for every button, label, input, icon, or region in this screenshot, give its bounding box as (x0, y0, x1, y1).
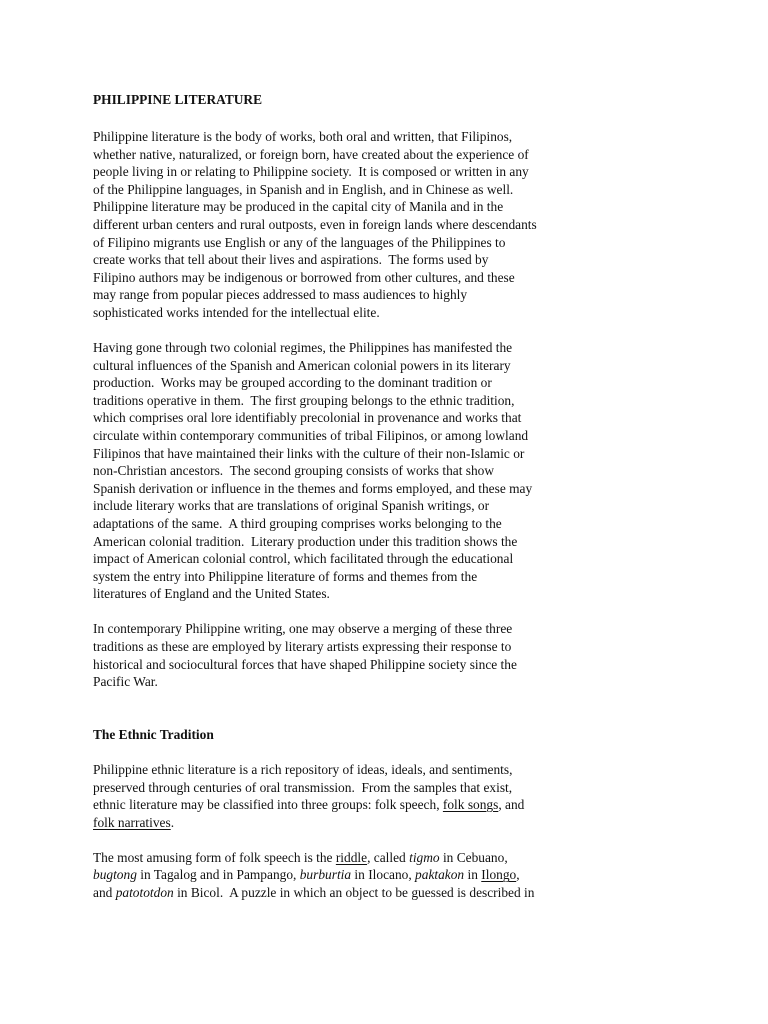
text-run: The most amusing form of folk speech is the (93, 849, 336, 865)
text-line: Philippine literature may be produced in the capital city of Manila and in the (93, 199, 504, 215)
text-line: Filipino authors may be indigenous or borrowed from other cultures, and these (93, 269, 515, 285)
text-line: may range from popular pieces addressed to mass audiences to highly (93, 287, 468, 303)
paragraph-riddle (93, 849, 603, 902)
text-line: traditions as these are employed by literary artists expressing their response to (93, 639, 512, 655)
text-line (93, 796, 603, 814)
text-line: create works that tell about their lives and aspirations. The forms used by (93, 252, 489, 268)
text-run: ethnic literature may be classified into three groups: folk speech, (93, 797, 443, 813)
text-run: , and (498, 797, 525, 813)
text-run: in (464, 867, 482, 883)
text-line: In contemporary Philippine writing, one may observe a merging of these three (93, 621, 513, 637)
text-line: historical and sociocultural forces that have shaped Philippine society since the (93, 656, 517, 672)
text-line: sophisticated works intended for the intellectual elite. (93, 304, 380, 320)
text-line: production. Works may be grouped according to the dominant tradition or (93, 375, 492, 391)
text-line: Pacific War. (93, 674, 158, 690)
term-tigmo: tigmo (409, 849, 440, 865)
text-line: people living in or relating to Philippine society. It is composed or written in any (93, 164, 529, 180)
text-run: in Tagalog and in Pampango, (136, 867, 300, 883)
text-line: literatures of England and the United States. (93, 586, 330, 602)
text-run: and (93, 884, 116, 900)
term-bugtong: bugtong (93, 867, 137, 883)
link-folk-narratives[interactable]: folk narratives (93, 814, 171, 830)
text-run: in Cebuano, (439, 849, 508, 865)
link-ilongo[interactable]: Ilongo (481, 867, 517, 883)
text-line: of Filipino migrants use English or any of the languages of the Philippines to (93, 234, 506, 250)
text-line: whether native, naturalized, or foreign born, have created about the experience of (93, 146, 529, 162)
text-run: , (516, 867, 520, 883)
term-burburtia: burburtia (299, 867, 352, 883)
text-line: traditions operative in them. The first grouping belongs to the ethnic tradition, (93, 392, 515, 408)
document-title: PHILIPPINE LITERATURE (93, 92, 263, 107)
document-body (93, 91, 603, 902)
text-run: in Bicol. A puzzle in which an object to be guessed is described in (173, 884, 535, 900)
text-line: Having gone through two colonial regimes, the Philippines has manifested the (93, 340, 513, 356)
paragraph-intro (93, 128, 603, 322)
text-line: circulate within contemporary communities of tribal Filipinos, or among lowland (93, 428, 529, 443)
link-riddle[interactable]: riddle (335, 849, 368, 865)
text-line: different urban centers and rural outposts, even in foreign lands where descendants (93, 216, 537, 232)
text-line: include literary works that are translations of original Spanish writings, or (93, 498, 490, 514)
text-line: cultural influences of the Spanish and American colonial powers in its literary (93, 357, 511, 373)
section-heading-ethnic-tradition: The Ethnic Tradition (93, 726, 214, 742)
text-line: which comprises oral lore identifiably precolonial in provenance and works that (93, 410, 522, 426)
text-line: preserved through centuries of oral transmission. From the samples that exist, (93, 779, 513, 795)
text-line: adaptations of the same. A third grouping comprises works belonging to the (93, 515, 502, 531)
text-run: . (170, 814, 175, 830)
text-run: in Ilocano, (351, 867, 416, 883)
text-line: Philippine ethnic literature is a rich repository of ideas, ideals, and sentiments, (93, 761, 513, 777)
text-line: impact of American colonial control, which facilitated through the educational (93, 551, 514, 567)
text-line (93, 866, 603, 884)
text-line: system the entry into Philippine literature of forms and themes from the (93, 568, 478, 584)
paragraph-colonial (93, 339, 603, 603)
text-line: Filipinos that have maintained their links with the culture of their non-Islamic or (93, 445, 525, 461)
text-line (93, 884, 603, 902)
text-line: of the Philippine languages, in Spanish and in English, and in Chinese as well. (93, 181, 514, 197)
link-folk-songs[interactable]: folk songs (442, 797, 499, 813)
text-line: American colonial tradition. Literary production under this tradition shows the (93, 533, 518, 549)
text-line (93, 814, 603, 832)
text-line: non-Christian ancestors. The second grouping consists of works that show (93, 463, 495, 479)
text-line: Philippine literature is the body of works, both oral and written, that Filipinos, (93, 129, 513, 144)
text-line (93, 849, 603, 867)
term-patototdon: patototdon (115, 884, 174, 900)
text-line: Spanish derivation or influence in the themes and forms employed, and these may (93, 480, 533, 496)
paragraph-ethnic (93, 761, 603, 831)
paragraph-contemporary (93, 620, 603, 690)
term-paktakon: paktakon (415, 867, 465, 883)
text-run: , called (367, 849, 410, 865)
